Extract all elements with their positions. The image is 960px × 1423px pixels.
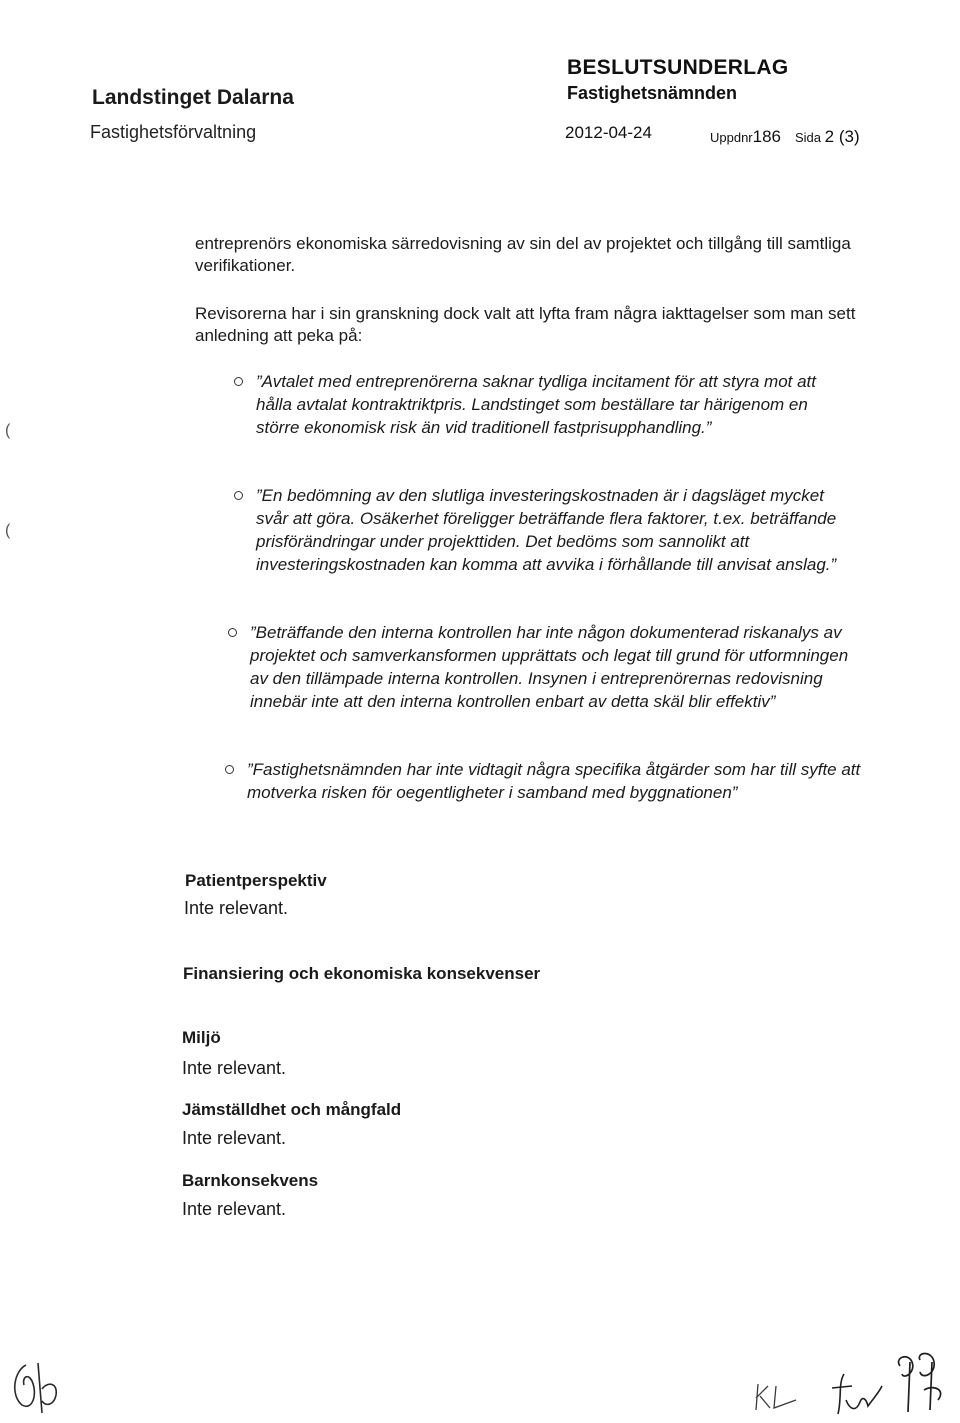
bullet-icon (228, 628, 237, 637)
reference (710, 127, 781, 147)
signature-initials-3-icon (828, 1370, 884, 1420)
bullet-text: ”Beträffande den interna kontrollen har inte någon dokumenterad riskanalys av projektet och samverkansformen upprättats och legat till grund för utformningen av den tillämpade interna kontrollen. Insynen i entreprenörernas redovisning innebär inte att den interna kontrollen enbart av detta skäl blir effektiv” (250, 623, 849, 711)
bullet-item-3 (250, 621, 850, 713)
section-text-barnkonsekvens: Inte relevant. (182, 1199, 287, 1219)
paragraph-2: Revisorerna har i sin granskning dock valt att lyfta fram några iakttagelser som man sett anledning att peka på: (195, 304, 856, 345)
bullet-text: ”Fastighetsnämnden har inte vidtagit några specifika åtgärder som har till syfte att motverka risken för oegentligheter i samband med byggnationen” (247, 760, 861, 802)
section-text-jamstalldhet: Inte relevant. (182, 1128, 287, 1148)
board-name: Fastighetsnämnden (567, 83, 738, 103)
section-text-miljo: Inte relevant. (182, 1058, 287, 1078)
section-heading-finansiering: Finansiering och ekonomiska konsekvenser (183, 964, 541, 983)
bullet-icon (234, 377, 243, 386)
page-number: 2 (3) (824, 127, 860, 146)
bullet-text: ”En bedömning av den slutliga investeringskostnaden är i dagsläget mycket svår att göra. Osäkerhet föreligger beträffande flera faktorer, t.ex. beträffande prisförändringar under projekttiden. Det bedöms som sannolikt att investeringskostnaden kan komma att avvika i förhållande till anvisat anslag.” (256, 486, 837, 574)
bullet-item-4 (247, 758, 867, 804)
bullet-item-2 (256, 484, 856, 576)
bullet-icon (234, 491, 243, 500)
department-name: Fastighetsförvaltning (90, 122, 257, 142)
bullet-text: ”Avtalet med entreprenörerna saknar tydliga incitament för att styra mot att hålla avtalat kontraktriktpris. Landstinget som beställare tar härigenom en större ekonomisk risk än vid traditionell fastprisupphandling.” (256, 372, 817, 437)
margin-mark: ( (5, 422, 11, 439)
paragraph-1: entreprenörs ekonomiska särredovisning av sin del av projektet och tillgång till samtliga verifikationer. (195, 234, 851, 275)
reference-number: 186 (752, 127, 782, 146)
document-type: BESLUTSUNDERLAG (567, 56, 789, 79)
bullet-item-1 (256, 370, 856, 439)
margin-mark: ( (5, 522, 11, 539)
bullet-icon (225, 765, 234, 774)
section-text-patientperspektiv: Inte relevant. (184, 898, 289, 918)
organization-name: Landstinget Dalarna (92, 86, 294, 109)
page-indicator (795, 127, 860, 147)
reference-label: Uppdnr (710, 130, 753, 145)
section-heading-jamstalldhet: Jämställdhet och mångfald (182, 1100, 402, 1119)
signature-initials-1-icon (8, 1355, 68, 1419)
signature-initials-kl-icon (752, 1378, 802, 1418)
document-date: 2012-04-24 (565, 123, 652, 142)
section-heading-miljo: Miljö (182, 1028, 221, 1047)
section-heading-patientperspektiv: Patientperspektiv (185, 871, 327, 890)
page-label: Sida (795, 130, 822, 145)
section-heading-barnkonsekvens: Barnkonsekvens (182, 1171, 319, 1190)
signature-initials-4-icon (890, 1350, 950, 1420)
